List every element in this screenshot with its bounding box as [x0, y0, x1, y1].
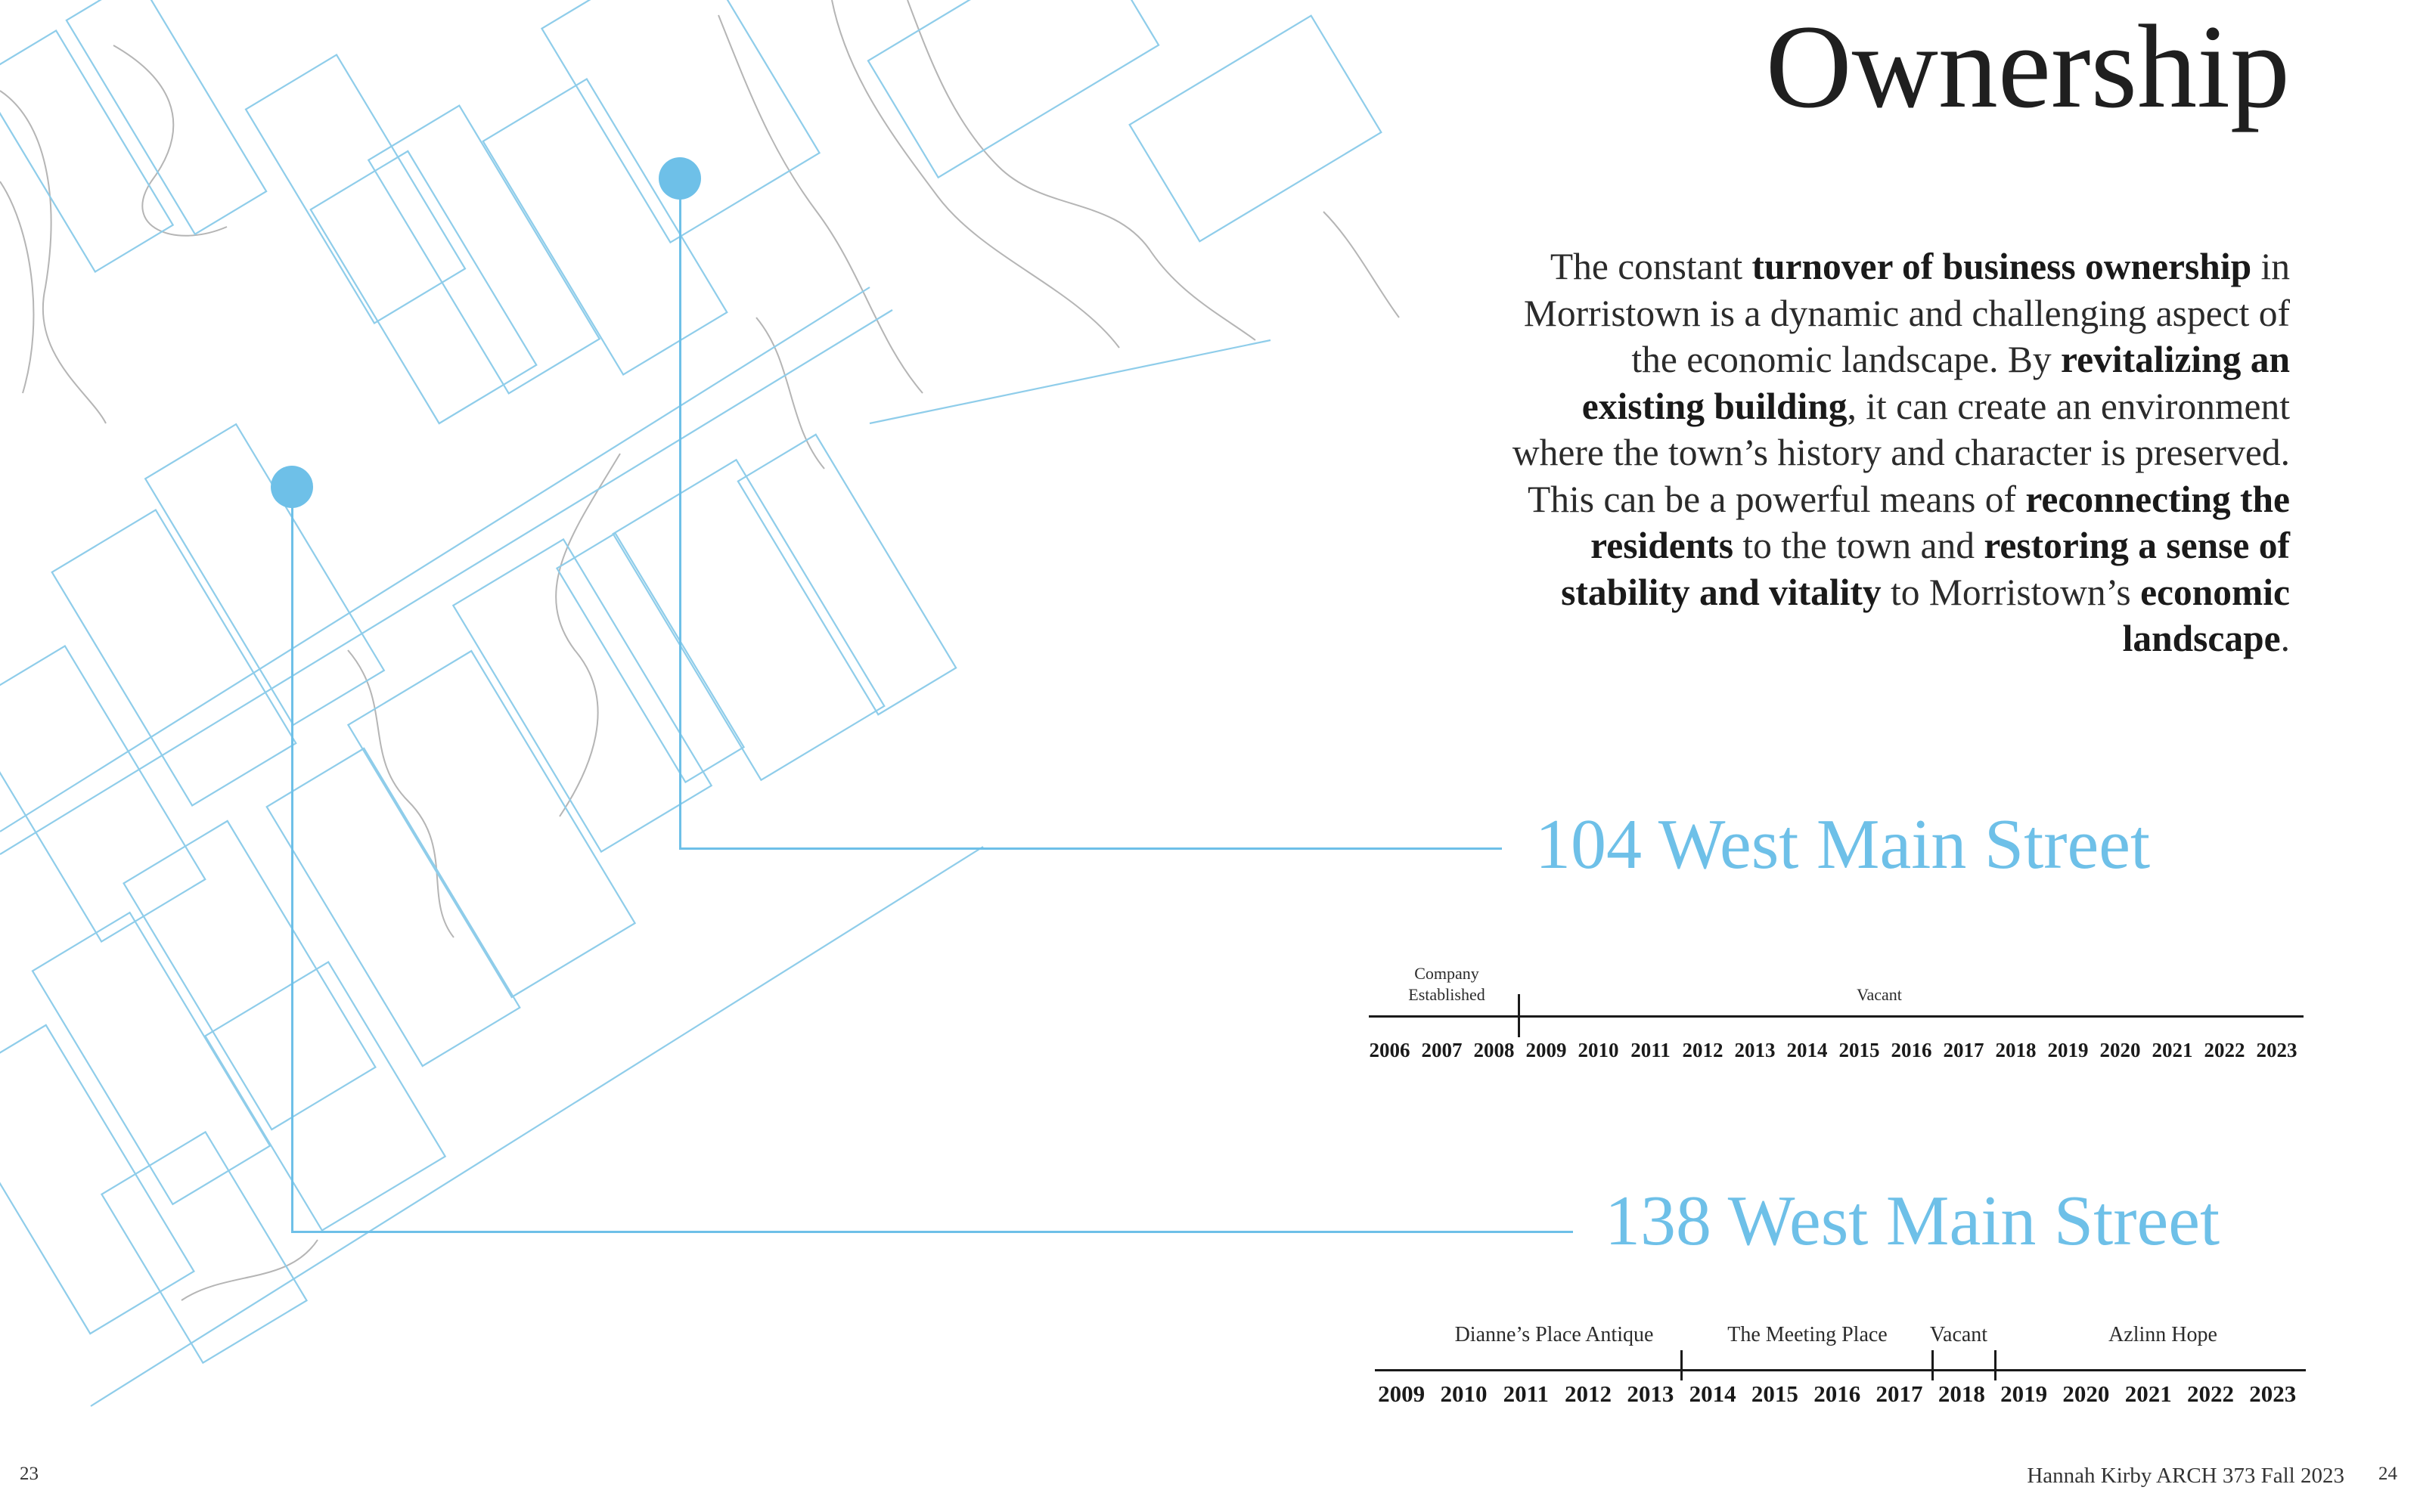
contour-line — [832, 0, 1119, 348]
timeline-year: 2014 — [1786, 1039, 1828, 1061]
timeline-year: 2017 — [1943, 1039, 1984, 1061]
contour-line — [113, 45, 227, 236]
timeline-year: 2020 — [2062, 1380, 2110, 1407]
timeline-year: 2022 — [2204, 1039, 2245, 1061]
timeline-divider — [1518, 994, 1520, 1037]
timeline-year: 2006 — [1369, 1039, 1410, 1061]
timeline-year: 2013 — [1627, 1380, 1674, 1407]
timeline-year: 2011 — [1630, 1039, 1671, 1061]
parcel-outline — [738, 435, 956, 714]
parcel-outline — [368, 106, 599, 394]
page-number-right: 24 — [2378, 1464, 2397, 1484]
intro-text: . — [2280, 618, 2290, 659]
timeline-year: 2008 — [1473, 1039, 1515, 1061]
timeline-year: 2012 — [1682, 1039, 1723, 1061]
leader-138-vertical — [291, 487, 293, 1232]
timeline-year: 2023 — [2256, 1039, 2297, 1061]
parcel-outline — [52, 510, 296, 806]
parcel-outline — [0, 646, 205, 942]
leader-104-vertical — [679, 178, 681, 849]
intro-emphasis: restoring a sense of stability and vitality — [1561, 525, 2290, 613]
parcel-outline — [0, 31, 173, 272]
timeline-divider — [1931, 1350, 1934, 1380]
parcel-outline — [0, 1025, 194, 1334]
parcel-outline — [453, 539, 711, 851]
intro-text: to Morristown’s — [1881, 571, 2141, 613]
parcel-outline — [33, 912, 270, 1204]
parcel-outline — [1130, 16, 1382, 242]
intro-emphasis: economic landscape — [2122, 571, 2290, 659]
parcel-outline — [145, 424, 384, 725]
timeline-year: 2019 — [2047, 1039, 2089, 1061]
timeline-year: 2018 — [1995, 1039, 2037, 1061]
contour-line — [1323, 212, 1399, 318]
intro-text: in Morristown is a dynamic and challenging aspect of the economic landscape. By — [1523, 246, 2290, 380]
timeline-segment-label: Azlinn Hope — [2108, 1323, 2217, 1346]
contour-lines — [0, 0, 1399, 1300]
timeline-year: 2009 — [1378, 1380, 1426, 1407]
parcel-outline — [868, 0, 1159, 178]
footer-credit: Hannah Kirby ARCH 373 Fall 2023 — [2027, 1464, 2344, 1488]
timeline-segment-label: The Meeting Place — [1727, 1323, 1888, 1346]
intro-emphasis: turnover of business ownership — [1751, 246, 2252, 287]
timeline-year: 2021 — [2152, 1039, 2193, 1061]
timeline-year: 2023 — [2249, 1380, 2297, 1407]
intro-text: to the town and — [1733, 525, 1984, 566]
timeline-segment-label: Company Established — [1408, 964, 1485, 1004]
timeline-year: 2015 — [1751, 1380, 1798, 1407]
timeline-year: 2012 — [1565, 1380, 1612, 1407]
intro-emphasis: reconnecting the residents — [1590, 478, 2290, 566]
timeline-year: 2016 — [1813, 1380, 1861, 1407]
parcel-outline — [67, 0, 266, 234]
timeline-year: 2016 — [1891, 1039, 1932, 1061]
intro-emphasis: revitalizing an existing building — [1581, 339, 2290, 427]
parcel-outline — [557, 533, 743, 782]
timeline-divider — [1994, 1350, 1996, 1380]
timeline-year: 2020 — [2099, 1039, 2141, 1061]
intro-paragraph — [1511, 243, 2290, 662]
parcel-outline — [101, 1132, 306, 1362]
intro-text: The constant — [1550, 246, 1752, 287]
leader-104-horizontal — [679, 847, 1502, 850]
timeline-year: 2019 — [2000, 1380, 2048, 1407]
contour-line — [182, 1240, 318, 1300]
contour-line — [556, 454, 620, 816]
parcel-line — [91, 847, 983, 1406]
parcel-outline — [613, 460, 885, 780]
timeline-year: 2014 — [1689, 1380, 1736, 1407]
timeline-year: 2017 — [1876, 1380, 1923, 1407]
parcel-outline — [267, 748, 520, 1066]
timeline-segment-label: Vacant — [1857, 985, 1902, 1004]
timeline-year: 2018 — [1938, 1380, 1985, 1407]
timeline-year: 2007 — [1421, 1039, 1463, 1061]
timeline-years — [1370, 1380, 2304, 1408]
parcel-outline — [124, 821, 376, 1129]
parcel-line — [870, 340, 1270, 423]
contour-line — [756, 318, 824, 469]
timeline-axis — [1375, 1369, 2306, 1371]
timeline-years — [1364, 1039, 2303, 1062]
parcel-outline — [483, 79, 728, 375]
timeline-segment-label: Vacant — [1929, 1323, 1988, 1346]
timeline-year: 2010 — [1578, 1039, 1619, 1061]
timeline-year: 2009 — [1525, 1039, 1567, 1061]
parcel-outline — [348, 651, 634, 997]
address-138-west-main: 138 West Main Street — [1605, 1182, 2220, 1260]
timeline-year: 2010 — [1440, 1380, 1488, 1407]
timeline-segment-label: Dianne’s Place Antique — [1454, 1323, 1654, 1346]
address-104-west-main: 104 West Main Street — [1535, 805, 2151, 884]
contour-line — [718, 15, 923, 393]
timeline-year: 2011 — [1503, 1380, 1549, 1407]
timeline-year: 2013 — [1734, 1039, 1776, 1061]
contour-line — [0, 181, 33, 393]
leader-138-horizontal — [291, 1231, 1573, 1233]
timeline-year: 2022 — [2187, 1380, 2234, 1407]
timeline-axis — [1369, 1015, 2304, 1018]
timeline-divider — [1680, 1350, 1683, 1380]
page-number-left: 23 — [20, 1464, 39, 1484]
timeline-year: 2015 — [1838, 1039, 1880, 1061]
timeline-year: 2021 — [2124, 1380, 2172, 1407]
page-title: Ownership — [1765, 1, 2290, 133]
parcel-line — [0, 310, 892, 854]
contour-line — [908, 0, 1255, 340]
intro-text: , it can create an environment where the town’s history and character is preserved. This can be a powerful means of — [1512, 385, 2290, 520]
